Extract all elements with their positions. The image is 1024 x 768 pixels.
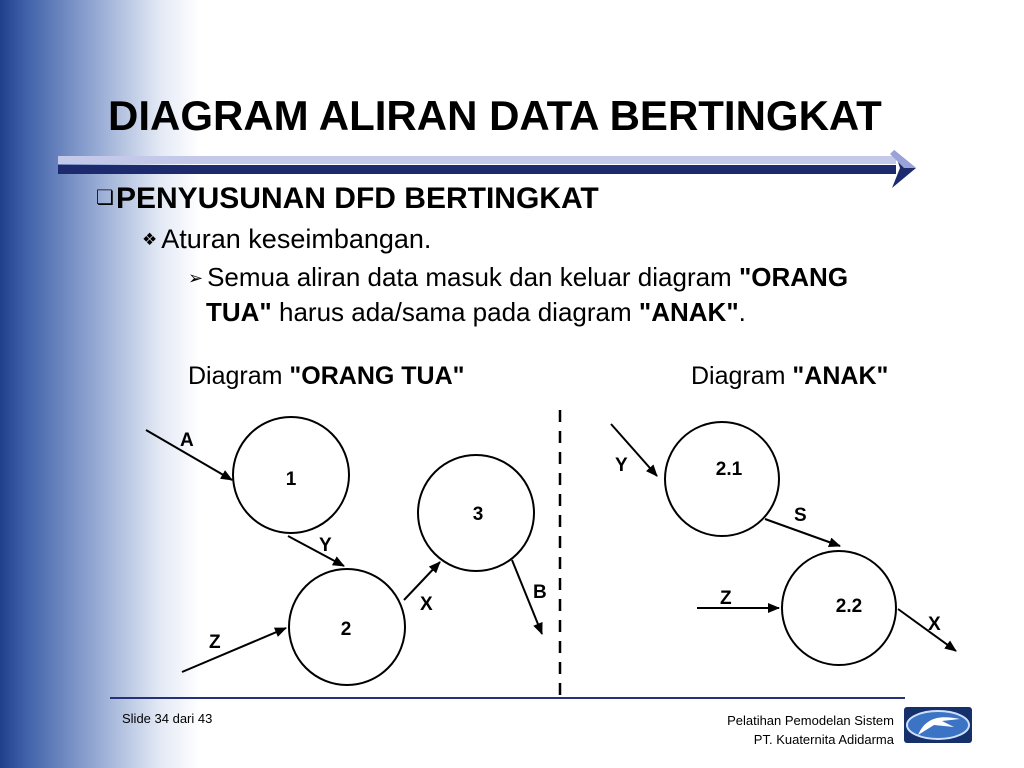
bullet-level-2-text: Aturan keseimbangan. (161, 224, 432, 254)
footer-rule (110, 697, 905, 699)
footer-org-line-2: PT. Kuaternita Adidarma (753, 732, 894, 747)
parent-process-1-label: 1 (285, 469, 297, 490)
parent-flow-y-arrow (288, 536, 344, 566)
diamond-bullet-icon: ❖ (142, 230, 158, 249)
bullet-level-3-bold-1a: "ORANG (738, 262, 849, 292)
child-flow-y-label: Y (615, 455, 628, 476)
bullet-level-1-text: PENYUSUNAN DFD BERTINGKAT (115, 182, 599, 215)
parent-flow-a-label: A (180, 430, 194, 451)
child-flow-x-arrow (898, 609, 956, 651)
footer-org-line-1: Pelatihan Pemodelan Sistem (727, 713, 894, 728)
bullet-level-3-bold-1b: TUA" (206, 297, 272, 327)
child-process-2-1-label: 2.1 (715, 459, 743, 480)
caption-child-name: "ANAK" (792, 362, 889, 390)
caption-parent-name: "ORANG TUA" (289, 362, 465, 390)
bullet-level-3-text-3: . (738, 297, 746, 327)
caption-child-prefix: Diagram (691, 362, 793, 390)
slide-title: DIAGRAM ALIRAN DATA BERTINGKAT (108, 92, 882, 139)
child-flow-s-label: S (794, 505, 807, 526)
caption-parent-prefix: Diagram (188, 362, 290, 390)
checkbox-bullet-icon: ❏ (96, 187, 114, 209)
child-flow-x-label: X (928, 614, 941, 635)
parent-flow-x-label: X (420, 594, 433, 615)
parent-flow-y-label: Y (319, 535, 332, 556)
parent-flow-z-label: Z (209, 632, 221, 653)
bullet-level-3-bold-2: "ANAK" (638, 297, 739, 327)
bullet-level-3-text-1: Semua aliran data masuk dan keluar diagram (207, 262, 739, 292)
company-logo-icon (904, 707, 972, 743)
parent-flow-z-arrow (182, 628, 286, 672)
arrow-bullet-icon: ➢ (188, 268, 204, 288)
parent-flow-b-label: B (533, 582, 547, 603)
slide-number: Slide 34 dari 43 (122, 711, 213, 726)
child-flow-z-label: Z (720, 588, 732, 609)
parent-process-2-label: 2 (340, 619, 352, 640)
footer-org (727, 711, 894, 749)
parent-process-3-label: 3 (472, 504, 484, 525)
bullet-level-3-text-2: harus ada/sama pada diagram (271, 297, 639, 327)
child-process-2-2-label: 2.2 (835, 596, 863, 617)
